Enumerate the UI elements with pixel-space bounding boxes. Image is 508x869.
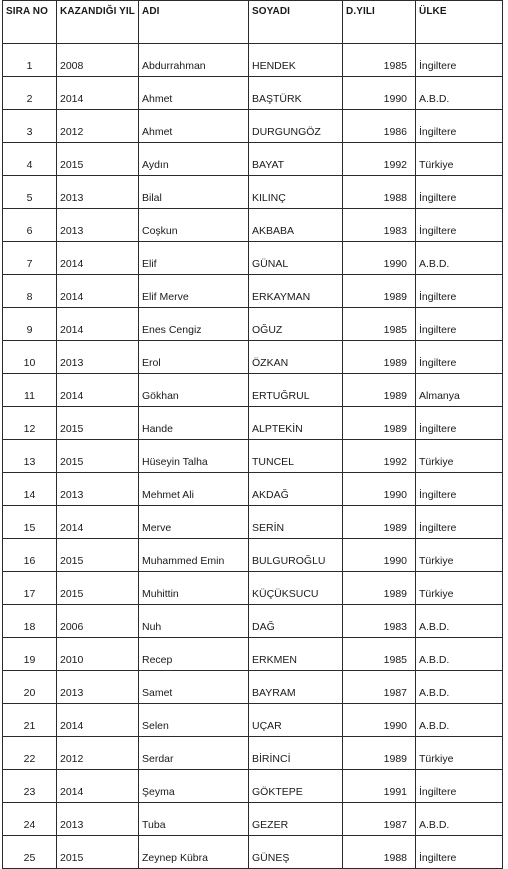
table-row	[3, 308, 503, 341]
ulke-cell: İngiltere	[416, 770, 503, 803]
ulke-cell: Türkiye	[416, 440, 503, 473]
kazandigi-yil-cell: 2015	[57, 440, 139, 473]
ulke-cell: İngiltere	[416, 473, 503, 506]
adi-cell: Coşkun	[139, 209, 249, 242]
table-row	[3, 572, 503, 605]
table-row	[3, 176, 503, 209]
adi-cell: Selen	[139, 704, 249, 737]
table-body	[3, 44, 503, 869]
table-row	[3, 44, 503, 77]
header-row	[3, 1, 503, 44]
adi-cell: Tuba	[139, 803, 249, 836]
adi-cell: Aydın	[139, 143, 249, 176]
sira-no-cell: 25	[3, 836, 57, 869]
sira-no-cell: 16	[3, 539, 57, 572]
dogum-yili-cell: 1990	[343, 539, 416, 572]
ulke-cell: Almanya	[416, 374, 503, 407]
soyadi-cell: BAŞTÜRK	[249, 77, 343, 110]
kazandigi-yil-cell: 2013	[57, 803, 139, 836]
soyadi-cell: BAYRAM	[249, 671, 343, 704]
table-row	[3, 605, 503, 638]
kazandigi-yil-cell: 2008	[57, 44, 139, 77]
table-header	[3, 1, 503, 44]
dogum-yili-cell: 1986	[343, 110, 416, 143]
sira-no-cell: 10	[3, 341, 57, 374]
kazandigi-yil-cell: 2014	[57, 242, 139, 275]
table-row	[3, 539, 503, 572]
dogum-yili-cell: 1988	[343, 836, 416, 869]
ulke-cell: A.B.D.	[416, 77, 503, 110]
adi-cell: Elif Merve	[139, 275, 249, 308]
ulke-cell: Türkiye	[416, 737, 503, 770]
kazandigi-yil-cell: 2013	[57, 671, 139, 704]
soyadi-cell: OĞUZ	[249, 308, 343, 341]
header-soyadi: SOYADI	[249, 1, 343, 44]
adi-cell: Serdar	[139, 737, 249, 770]
dogum-yili-cell: 1983	[343, 209, 416, 242]
adi-cell: Hüseyin Talha	[139, 440, 249, 473]
soyadi-cell: AKDAĞ	[249, 473, 343, 506]
soyadi-cell: GÖKTEPE	[249, 770, 343, 803]
table-row	[3, 341, 503, 374]
sira-no-cell: 19	[3, 638, 57, 671]
soyadi-cell: UÇAR	[249, 704, 343, 737]
sira-no-cell: 6	[3, 209, 57, 242]
ulke-cell: A.B.D.	[416, 803, 503, 836]
header-sira-no: SIRA NO	[3, 1, 57, 44]
header-dogum-yili: D.YILI	[343, 1, 416, 44]
dogum-yili-cell: 1987	[343, 803, 416, 836]
kazandigi-yil-cell: 2014	[57, 275, 139, 308]
sira-no-cell: 8	[3, 275, 57, 308]
dogum-yili-cell: 1992	[343, 440, 416, 473]
winners-table	[2, 0, 503, 869]
sira-no-cell: 14	[3, 473, 57, 506]
kazandigi-yil-cell: 2015	[57, 539, 139, 572]
kazandigi-yil-cell: 2015	[57, 572, 139, 605]
sira-no-cell: 3	[3, 110, 57, 143]
sira-no-cell: 11	[3, 374, 57, 407]
ulke-cell: A.B.D.	[416, 671, 503, 704]
ulke-cell: A.B.D.	[416, 605, 503, 638]
soyadi-cell: ERTUĞRUL	[249, 374, 343, 407]
header-adi: ADI	[139, 1, 249, 44]
ulke-cell: İngiltere	[416, 308, 503, 341]
dogum-yili-cell: 1988	[343, 176, 416, 209]
dogum-yili-cell: 1985	[343, 308, 416, 341]
table-row	[3, 143, 503, 176]
sira-no-cell: 7	[3, 242, 57, 275]
adi-cell: Samet	[139, 671, 249, 704]
dogum-yili-cell: 1990	[343, 77, 416, 110]
sira-no-cell: 22	[3, 737, 57, 770]
ulke-cell: A.B.D.	[416, 242, 503, 275]
table-row	[3, 473, 503, 506]
sira-no-cell: 4	[3, 143, 57, 176]
soyadi-cell: ERKMEN	[249, 638, 343, 671]
ulke-cell: Türkiye	[416, 143, 503, 176]
kazandigi-yil-cell: 2014	[57, 770, 139, 803]
adi-cell: Merve	[139, 506, 249, 539]
sira-no-cell: 1	[3, 44, 57, 77]
ulke-cell: A.B.D.	[416, 638, 503, 671]
adi-cell: Gökhan	[139, 374, 249, 407]
header-kazandigi-yil: KAZANDIĞI YIL	[57, 1, 139, 44]
ulke-cell: İngiltere	[416, 176, 503, 209]
dogum-yili-cell: 1989	[343, 572, 416, 605]
adi-cell: Hande	[139, 407, 249, 440]
sira-no-cell: 20	[3, 671, 57, 704]
adi-cell: Muhittin	[139, 572, 249, 605]
adi-cell: Şeyma	[139, 770, 249, 803]
table-row	[3, 77, 503, 110]
kazandigi-yil-cell: 2012	[57, 110, 139, 143]
adi-cell: Bilal	[139, 176, 249, 209]
soyadi-cell: ÖZKAN	[249, 341, 343, 374]
sira-no-cell: 13	[3, 440, 57, 473]
kazandigi-yil-cell: 2014	[57, 308, 139, 341]
adi-cell: Ahmet	[139, 77, 249, 110]
soyadi-cell: BAYAT	[249, 143, 343, 176]
sira-no-cell: 24	[3, 803, 57, 836]
dogum-yili-cell: 1992	[343, 143, 416, 176]
table-row	[3, 638, 503, 671]
adi-cell: Nuh	[139, 605, 249, 638]
dogum-yili-cell: 1983	[343, 605, 416, 638]
ulke-cell: İngiltere	[416, 44, 503, 77]
kazandigi-yil-cell: 2015	[57, 143, 139, 176]
ulke-cell: Türkiye	[416, 572, 503, 605]
ulke-cell: İngiltere	[416, 341, 503, 374]
table-row	[3, 440, 503, 473]
soyadi-cell: KILINÇ	[249, 176, 343, 209]
adi-cell: Enes Cengiz	[139, 308, 249, 341]
adi-cell: Zeynep Kübra	[139, 836, 249, 869]
table-row	[3, 242, 503, 275]
kazandigi-yil-cell: 2013	[57, 341, 139, 374]
soyadi-cell: HENDEK	[249, 44, 343, 77]
soyadi-cell: ERKAYMAN	[249, 275, 343, 308]
kazandigi-yil-cell: 2014	[57, 506, 139, 539]
table-row	[3, 704, 503, 737]
kazandigi-yil-cell: 2006	[57, 605, 139, 638]
table-row	[3, 671, 503, 704]
kazandigi-yil-cell: 2014	[57, 77, 139, 110]
sira-no-cell: 23	[3, 770, 57, 803]
sira-no-cell: 12	[3, 407, 57, 440]
kazandigi-yil-cell: 2012	[57, 737, 139, 770]
ulke-cell: İngiltere	[416, 209, 503, 242]
ulke-cell: İngiltere	[416, 407, 503, 440]
kazandigi-yil-cell: 2015	[57, 836, 139, 869]
soyadi-cell: DURGUNGÖZ	[249, 110, 343, 143]
adi-cell: Abdurrahman	[139, 44, 249, 77]
sira-no-cell: 21	[3, 704, 57, 737]
sira-no-cell: 9	[3, 308, 57, 341]
table-row	[3, 506, 503, 539]
adi-cell: Ahmet	[139, 110, 249, 143]
table-row	[3, 407, 503, 440]
dogum-yili-cell: 1989	[343, 737, 416, 770]
dogum-yili-cell: 1991	[343, 770, 416, 803]
sira-no-cell: 17	[3, 572, 57, 605]
ulke-cell: İngiltere	[416, 836, 503, 869]
dogum-yili-cell: 1985	[343, 44, 416, 77]
soyadi-cell: DAĞ	[249, 605, 343, 638]
ulke-cell: İngiltere	[416, 110, 503, 143]
adi-cell: Mehmet Ali	[139, 473, 249, 506]
ulke-cell: İngiltere	[416, 506, 503, 539]
adi-cell: Erol	[139, 341, 249, 374]
sira-no-cell: 5	[3, 176, 57, 209]
table-row	[3, 836, 503, 869]
table-row	[3, 737, 503, 770]
table-row	[3, 110, 503, 143]
dogum-yili-cell: 1987	[343, 671, 416, 704]
dogum-yili-cell: 1989	[343, 374, 416, 407]
soyadi-cell: BİRİNCİ	[249, 737, 343, 770]
kazandigi-yil-cell: 2013	[57, 209, 139, 242]
soyadi-cell: GEZER	[249, 803, 343, 836]
table-row	[3, 209, 503, 242]
table-row	[3, 275, 503, 308]
header-ulke: ÜLKE	[416, 1, 503, 44]
table-row	[3, 770, 503, 803]
kazandigi-yil-cell: 2013	[57, 473, 139, 506]
soyadi-cell: GÜNAL	[249, 242, 343, 275]
adi-cell: Recep	[139, 638, 249, 671]
soyadi-cell: SERİN	[249, 506, 343, 539]
dogum-yili-cell: 1989	[343, 407, 416, 440]
table-row	[3, 374, 503, 407]
dogum-yili-cell: 1989	[343, 506, 416, 539]
dogum-yili-cell: 1985	[343, 638, 416, 671]
table-row	[3, 803, 503, 836]
dogum-yili-cell: 1990	[343, 242, 416, 275]
kazandigi-yil-cell: 2013	[57, 176, 139, 209]
adi-cell: Elif	[139, 242, 249, 275]
soyadi-cell: GÜNEŞ	[249, 836, 343, 869]
kazandigi-yil-cell: 2015	[57, 407, 139, 440]
dogum-yili-cell: 1990	[343, 473, 416, 506]
kazandigi-yil-cell: 2014	[57, 704, 139, 737]
soyadi-cell: TUNCEL	[249, 440, 343, 473]
dogum-yili-cell: 1989	[343, 341, 416, 374]
soyadi-cell: AKBABA	[249, 209, 343, 242]
ulke-cell: A.B.D.	[416, 704, 503, 737]
sira-no-cell: 15	[3, 506, 57, 539]
ulke-cell: Türkiye	[416, 539, 503, 572]
adi-cell: Muhammed Emin	[139, 539, 249, 572]
dogum-yili-cell: 1990	[343, 704, 416, 737]
kazandigi-yil-cell: 2010	[57, 638, 139, 671]
soyadi-cell: KÜÇÜKSUCU	[249, 572, 343, 605]
document-sheet	[2, 0, 502, 864]
soyadi-cell: ALPTEKİN	[249, 407, 343, 440]
sira-no-cell: 2	[3, 77, 57, 110]
ulke-cell: İngiltere	[416, 275, 503, 308]
sira-no-cell: 18	[3, 605, 57, 638]
soyadi-cell: BULGUROĞLU	[249, 539, 343, 572]
dogum-yili-cell: 1989	[343, 275, 416, 308]
kazandigi-yil-cell: 2014	[57, 374, 139, 407]
